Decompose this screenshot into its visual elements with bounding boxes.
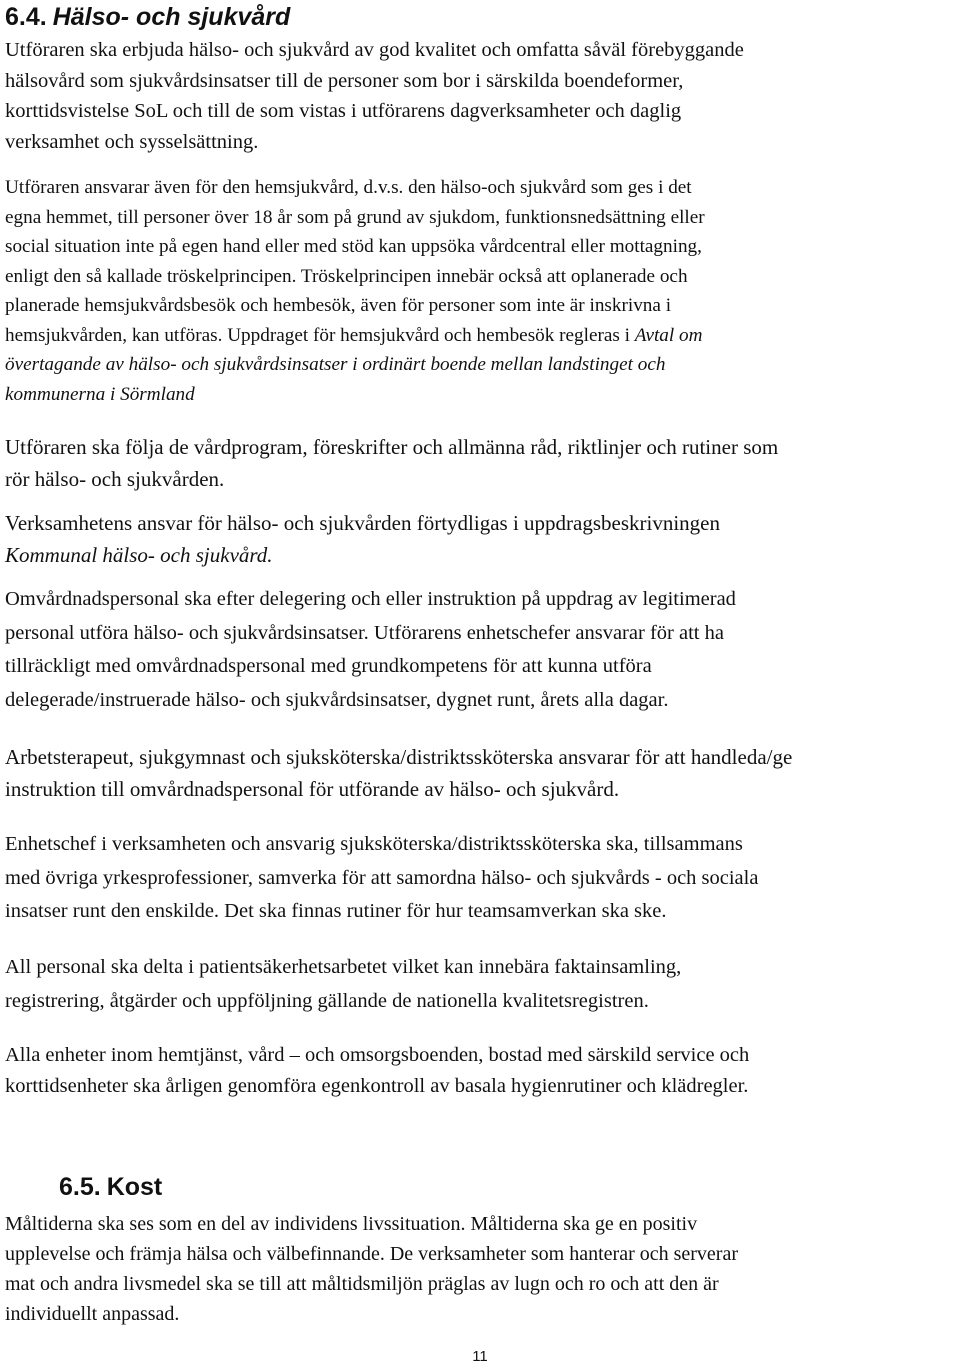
text-line: social situation inte på egen hand eller med stöd kan uppsöka vårdcentral eller mottagning, (5, 236, 702, 257)
paragraph-omvardnadspersonal (5, 583, 736, 717)
text-line: registrering, åtgärder och uppföljning gällande de nationella kvalitetsregistren. (5, 989, 649, 1012)
section-number: 6.5. (59, 1173, 101, 1201)
text-line: rör hälso- och sjukvården. (5, 467, 225, 491)
text-run: hemsjukvården, kan utföras. Uppdraget för hemsjukvård och hembesök regleras i (5, 324, 635, 346)
text-line: instruktion till omvårdnadspersonal för utförande av hälso- och sjukvård. (5, 777, 620, 801)
text-line: Alla enheter inom hemtjänst, vård – och omsorgsboenden, bostad med särskild service och (5, 1044, 750, 1066)
text-line: hälsovård som sjukvårdsinsatser till de personer som bor i särskilda boendeformer, (5, 69, 684, 92)
page-number: 11 (472, 1348, 488, 1365)
paragraph-verksamhetens-ansvar (5, 507, 720, 571)
text-line (5, 539, 720, 571)
paragraph-intro (5, 35, 744, 157)
text-line (5, 380, 705, 410)
text-line: mat och andra livsmedel ska se till att måltidsmiljön präglas av lugn och ro och att den är (5, 1273, 719, 1295)
text-line: egna hemmet, till personer över 18 år som på grund av sjukdom, funktionsnedsättning eller (5, 206, 705, 228)
text-line: Utföraren ansvarar även för den hemsjukvård, d.v.s. den hälso-och sjukvård som ges i det (5, 177, 692, 198)
agreement-title-italic: övertagande av hälso- och sjukvårdsinsatser i ordinärt boende mellan landstinget och (5, 354, 666, 375)
text-line: upplevelse och främja hälsa och välbefinnande. De verksamheter som hanterar och serverar (5, 1243, 739, 1265)
section-title: Hälso- och sjukvård (52, 3, 291, 31)
paragraph-hemsjukvard (5, 173, 705, 409)
document-title-italic: Kommunal hälso- och sjukvård. (5, 543, 273, 567)
text-line: personal utföra hälso- och sjukvårdsinsatser. Utförarens enhetschefer ansvarar för att ha (5, 621, 724, 644)
text-line: Måltiderna ska ses som en del av individens livssituation. Måltiderna ska ge en positiv (5, 1213, 698, 1235)
text-line: All personal ska delta i patientsäkerhetsarbetet vilket kan innebära faktainsamling, (5, 956, 682, 978)
agreement-title-italic: kommunerna i Sörmland (5, 383, 195, 405)
text-line: individuellt anpassad. (5, 1303, 180, 1325)
text-line (5, 321, 705, 351)
paragraph-vardprogram (5, 431, 778, 495)
text-line: planerade hemsjukvårdsbesök och hembesök, även för personer som inte är inskrivna i (5, 295, 672, 316)
text-line: Verksamhetens ansvar för hälso- och sjukvården förtydligas i uppdragsbeskrivningen (5, 511, 720, 535)
paragraph-hygienrutiner (5, 1040, 749, 1102)
paragraph-arbetsterapeut (5, 741, 792, 805)
text-line: delegerade/instruerade hälso- och sjukvårdsinsatser, dygnet runt, årets alla dagar. (5, 688, 669, 711)
text-line: Utföraren ska följa de vårdprogram, föreskrifter och allmänna råd, riktlinjer och rutiner som (5, 435, 779, 459)
paragraph-patientsakerhet (5, 951, 681, 1018)
text-line: Utföraren ska erbjuda hälso- och sjukvård av god kvalitet och omfatta såväl förebyggande (5, 39, 744, 61)
text-line: korttidsenheter ska årligen genomföra egenkontroll av basala hygienrutiner och klädregler. (5, 1075, 749, 1097)
text-line: enligt den så kallade tröskelprincipen. Tröskelprincipen innebär också att oplanerade och (5, 265, 688, 287)
text-line: insatser runt den enskilde. Det ska finnas rutiner för hur teamsamverkan ska ske. (5, 900, 667, 922)
section-heading-6-4 (5, 2, 290, 32)
text-line: Omvårdnadspersonal ska efter delegering och eller instruktion på uppdrag av legitimerad (5, 588, 736, 610)
text-line: korttidsvistelse SoL och till de som vistas i utförarens dagverksamheter och daglig (5, 100, 682, 122)
paragraph-maltider (5, 1209, 738, 1329)
section-title: Kost (106, 1173, 163, 1201)
text-line: Enhetschef i verksamheten och ansvarig sjuksköterska/distriktssköterska ska, tillsammans (5, 833, 743, 855)
agreement-title-italic: Avtal om (634, 324, 703, 346)
text-line: tillräckligt med omvårdnadspersonal med grundkompetens för att kunna utföra (5, 655, 652, 677)
text-line: Arbetsterapeut, sjukgymnast och sjuksköterska/distriktssköterska ansvarar för att handleda/ge (5, 745, 793, 769)
section-number: 6.4. (5, 3, 47, 31)
text-line: verksamhet och sysselsättning. (5, 130, 259, 153)
paragraph-enhetschef (5, 828, 758, 929)
text-line: med övriga yrkesprofessioner, samverka för att samordna hälso- och sjukvårds - och sociala (5, 866, 759, 889)
text-line (5, 350, 705, 380)
section-heading-6-5 (59, 1172, 162, 1202)
